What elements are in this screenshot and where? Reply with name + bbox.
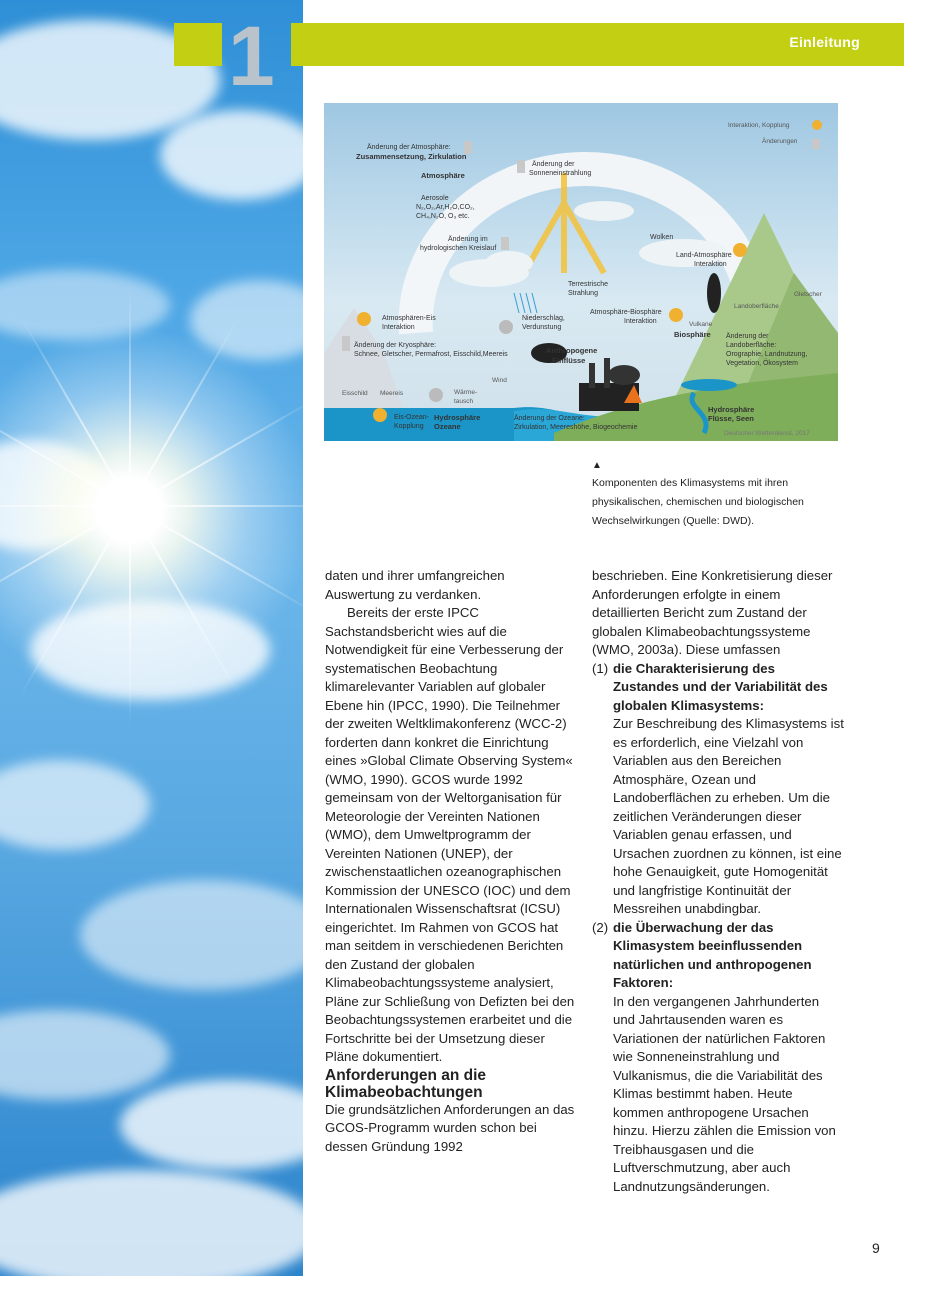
- label-gletscher: Gletscher: [794, 291, 822, 298]
- label-eis-ozean-2: Kopplung: [394, 423, 424, 430]
- legend-aenderungen: Änderungen: [762, 138, 798, 145]
- section-heading: Anforderungen an die Klimabeobachtungen: [325, 1066, 487, 1101]
- label-wind: Wind: [492, 377, 507, 384]
- caption-text: Komponenten des Klimasystems mit ihren physikalischen, chemischen und biologischen Wechselwirkungen (Quelle: DWD).: [592, 477, 804, 527]
- section-title: Einleitung: [789, 34, 860, 50]
- label-anthro-1: Anthropogene: [546, 346, 598, 355]
- list-item-lead: die Charakterisierung des Zustandes und der Variabilität des globalen Klimasystems:: [613, 660, 828, 713]
- label-kryo-1: Änderung der Kryosphäre:: [354, 342, 437, 349]
- label-atmo-bio-2: Interaktion: [624, 318, 657, 325]
- label-meereis: Meereis: [380, 390, 404, 397]
- label-atmo-change-2: Zusammensetzung, Zirkulation: [356, 152, 467, 161]
- label-atmo-eis-2: Interaktion: [382, 324, 415, 331]
- paragraph: Bereits der erste IPCC Sachstandsbericht wies auf die Notwendigkeit für eine Verbesserung der systematischen Beobachtung klimarelevanter Variablen auf globaler Ebene hin (IPCC, 1990). Die Teilnehmer der zweiten Weltklimakonferenz (WCC-2) forderten dann konkret die Einrichtung eines »Global Climate Observing System« (WMO, 1990). GCOS wurde 1992 gemeinsam von der Weltorganisation für Meteorologie der Vereinten Nationen (WMO), dem Umweltprogramm der Vereinten Nationen (UNEP), der zwischenstaatlichen ozeanographischen Kommission der UNESCO (IOC) und dem Internationalen Wissenschaftsrat (ICSU) eingerichtet. Im Rahmen von GCOS hat man seitdem in verschiedenen Berichten den Zustand der globalen Klimabeobachtungssysteme analysiert, Pläne zur Schließung von Defizten bei den Beobachtungssystemen erarbeitet und die Fortschritte bei der Umsetzung dieser Pläne dokumentiert.: [325, 605, 575, 1064]
- label-eisschild: Eisschild: [342, 390, 368, 397]
- label-atmo-change: Änderung der Atmosphäre:: [367, 144, 451, 151]
- climate-system-figure: [324, 103, 838, 441]
- sky-sun-photo: [0, 0, 303, 1276]
- label-nieder-2: Verdunstung: [522, 324, 562, 331]
- label-terr-1: Terrestrische: [568, 281, 609, 288]
- label-hydro-oz-2: Ozeane: [434, 422, 461, 431]
- label-land-atmo-1: Land-Atmosphäre: [676, 252, 732, 259]
- label-landober-2: Landoberfläche:: [726, 342, 777, 349]
- legend-interaktion: Interaktion, Kopplung: [728, 122, 790, 129]
- label-hydro-fl-2: Flüsse, Seen: [708, 414, 754, 423]
- label-gases-1: N₂,O₂,Ar,H₂O,CO₂,: [416, 204, 475, 211]
- text-column-right: [592, 567, 844, 1196]
- paragraph: daten und ihrer umfangreichen Auswertung zu verdanken.: [325, 568, 505, 602]
- label-anthro-2: Einflüsse: [552, 356, 586, 365]
- label-eis-ozean-1: Eis-Ozean-: [394, 414, 430, 421]
- header-accent-block: [174, 23, 222, 66]
- label-terr-2: Strahlung: [568, 290, 598, 297]
- label-ozean-2: Zirkulation, Meereshöhe, Biogeochemie: [514, 424, 638, 431]
- label-landober-1: Änderung der: [726, 333, 769, 340]
- label-sonne-1: Änderung der: [532, 161, 575, 168]
- label-vulkane: Vulkane: [689, 321, 713, 328]
- label-gases-2: CH₄,N₂O, O₃ etc.: [416, 213, 470, 220]
- page-number: 9: [872, 1240, 880, 1256]
- label-land-atmo-2: Interaktion: [694, 261, 727, 268]
- label-hydro-2: hydrologischen Kreislauf: [420, 245, 497, 252]
- label-waerme-1: Wärme-: [454, 389, 478, 396]
- paragraph: Die grundsätzlichen Anforderungen an das GCOS-Programm wurden schon bei dessen Gründung 1992: [325, 1101, 575, 1154]
- label-waerme-2: tausch: [454, 398, 474, 405]
- list-item: [592, 919, 844, 1197]
- label-hydro-1: Änderung im: [448, 236, 488, 243]
- list-item-text: Zur Beschreibung des Klimasystems ist es erforderlich, eine Vielzahl von Variablen aus den Bereichen Atmosphäre, Ozean und Landoberflächen zu erheben. Um die zeitlichen Veränderungen dieser Variablen genau erfassen, und Ursachen zuordnen zu können, ist eine hohe Genauigkeit, gute Homogenität und langfristige Kontinuität der Messreihen unabdingbar.: [613, 716, 844, 916]
- figure-credit: Deutscher Wetterdienst, 2017: [724, 430, 810, 437]
- label-hydro-oz-1: Hydrosphäre: [434, 413, 481, 422]
- caption-marker: ▲: [592, 460, 602, 471]
- figure-caption: [592, 460, 842, 531]
- label-biosphaere: Biosphäre: [674, 330, 711, 339]
- label-wolken: Wolken: [650, 234, 674, 241]
- label-aerosole: Aerosole: [421, 195, 449, 202]
- list-item-lead: die Überwachung der das Klimasystem beeinflussenden natürlichen und anthropogenen Faktoren:: [613, 919, 812, 990]
- list-item-text: In den vergangenen Jahrhunderten und Jahrtausenden waren es Variationen der natürlichen Faktoren wie Sonneneinstrahlung und Vulkanismus, die die Variabilität des Klimas bestimmt haben. Heute kommen anthropogene Ursachen hinzu. Hierzu zählen die Emission von Treibhausgasen und die Luftverschmutzung, aber auch Landnutzungsänderungen.: [613, 993, 836, 1194]
- label-hydro-fl-1: Hydrosphäre: [708, 405, 755, 414]
- label-kryo-2: Schnee, Gletscher, Permafrost, Eisschild,Meereis: [354, 351, 508, 358]
- chapter-number: 1: [228, 9, 275, 103]
- text-column-left: [325, 567, 577, 1156]
- label-sonne-2: Sonneneinstrahlung: [529, 170, 592, 177]
- label-nieder-1: Niederschlag,: [522, 315, 565, 322]
- label-atmosphaere: Atmosphäre: [421, 171, 465, 180]
- label-ozean-1: Änderung der Ozeane:: [514, 415, 585, 422]
- paragraph: beschrieben. Eine Konkretisierung dieser Anforderungen erfolgte in einem detaillierten Bericht zum Zustand der globalen Klimabeobachtungssysteme (WMO, 2003a). Diese umfassen: [592, 568, 833, 657]
- list-number: (2): [592, 919, 609, 935]
- list-item: [592, 660, 844, 919]
- label-landober-4: Vegetation, Ökosystem: [726, 360, 798, 367]
- label-landoberflaeche: Landoberfläche: [734, 303, 779, 310]
- label-atmo-bio-1: Atmosphäre-Biosphäre: [590, 309, 662, 316]
- label-atmo-eis-1: Atmosphären-Eis: [382, 315, 436, 322]
- list-number: (1): [592, 660, 609, 676]
- label-landober-3: Orographie, Landnutzung,: [726, 351, 808, 358]
